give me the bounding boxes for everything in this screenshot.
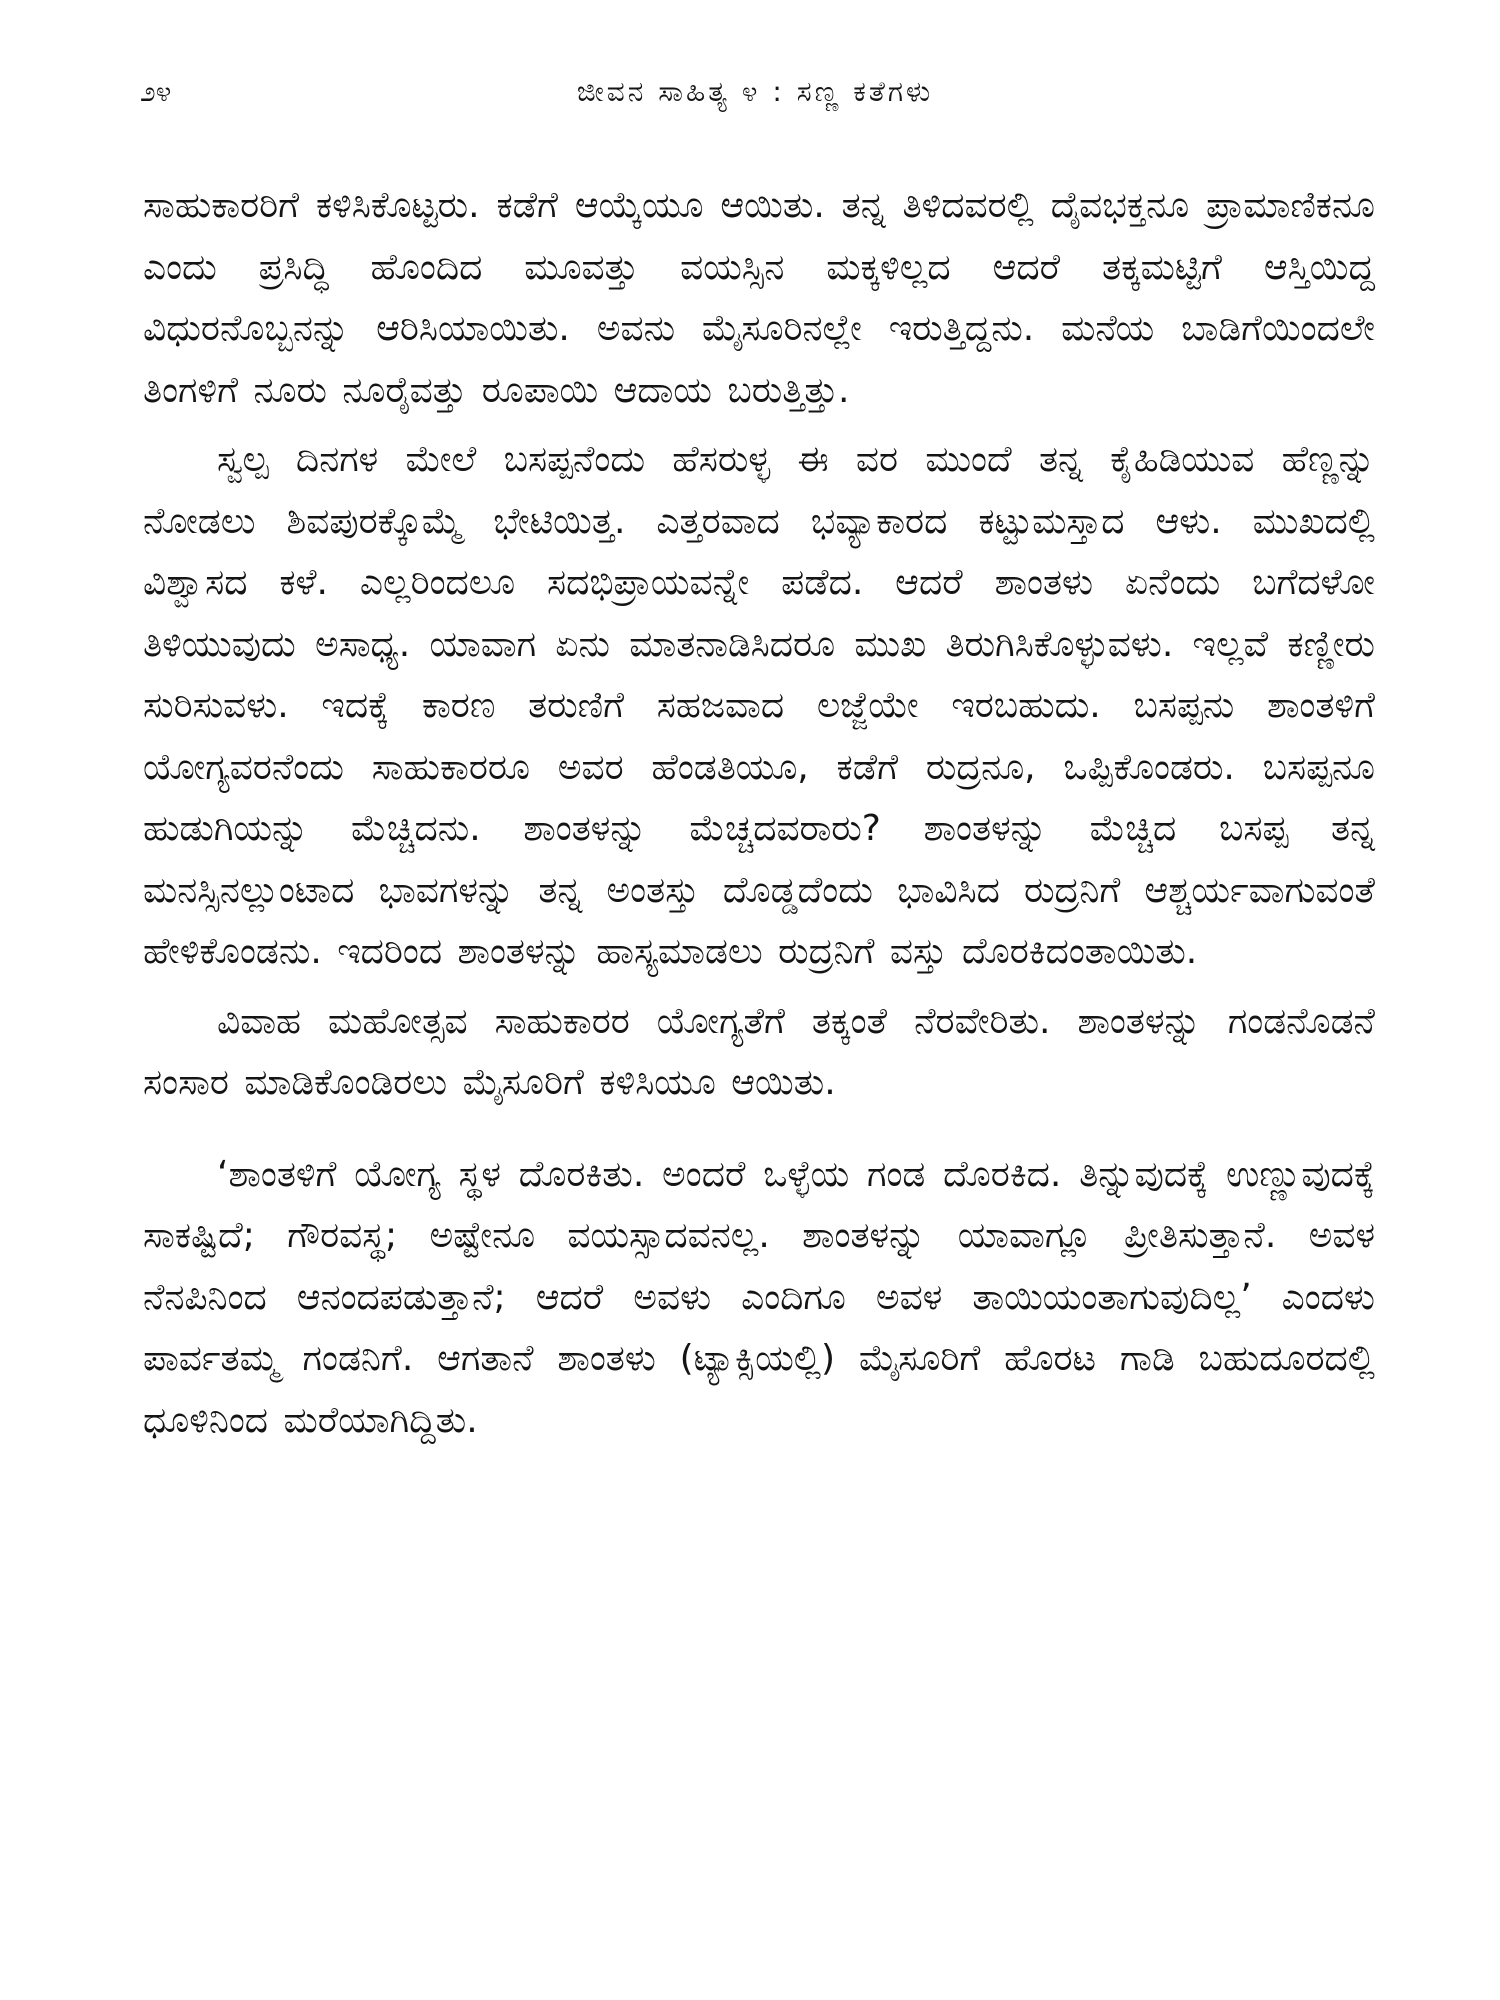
running-header [140, 72, 1370, 112]
page-number: ೨೪ [140, 75, 172, 108]
paragraph-3: ವಿವಾಹ ಮಹೋತ್ಸವ ಸಾಹುಕಾರರ ಯೋಗ್ಯತೆಗೆ ತಕ್ಕಂತೆ ನೆರವೇರಿತು. ಶಾಂತಳನ್ನು ಗಂಡನೊಡನೆ ಸಂಸಾರ ಮಾಡಿಕೊಂಡಿರಲು ಮೈಸೂರಿಗೆ ಕಳಿಸಿಯೂ ಆಯಿತು. [143, 1000, 1375, 1103]
paragraph-1: ಸಾಹುಕಾರರಿಗೆ ಕಳಿಸಿಕೊಟ್ಟರು. ಕಡೆಗೆ ಆಯ್ಕೆಯೂ ಆಯಿತು. ತನ್ನ ತಿಳಿದವರಲ್ಲಿ ದೈವಭಕ್ತನೂ ಪ್ರಾಮಾಣಿಕನೂ ಎಂದು ಪ್ರಸಿದ್ಧಿ ಹೊಂದಿದ ಮೂವತ್ತು ವಯಸ್ಸಿನ ಮಕ್ಕಳಿಲ್ಲದ ಆದರೆ ತಕ್ಕಮಟ್ಟಿಗೆ ಆಸ್ತಿಯಿದ್ದ ವಿಧುರನೊಬ್ಬನನ್ನು ಆರಿಸಿಯಾಯಿತು. ಅವನು ಮೈಸೂರಿನಲ್ಲೇ ಇರುತ್ತಿದ್ದನು. ಮನೆಯ ಬಾಡಿಗೆಯಿಂದಲೇ ತಿಂಗಳಿಗೆ ನೂರು ನೂರೈವತ್ತು ರೂಪಾಯಿ ಆದಾಯ ಬರುತ್ತಿತ್ತು. [143, 185, 1375, 411]
book-title: ಜೀವನ ಸಾಹಿತ್ಯ ೪ : ಸಣ್ಣ ಕತೆಗಳು [576, 75, 934, 108]
paragraph-2: ಸ್ವಲ್ಪ ದಿನಗಳ ಮೇಲೆ ಬಸಪ್ಪನೆಂದು ಹೆಸರುಳ್ಳ ಈ ವರ ಮುಂದೆ ತನ್ನ ಕೈಹಿಡಿಯುವ ಹೆಣ್ಣನ್ನು ನೋಡಲು ಶಿವಪುರಕ್ಕೊಮ್ಮೆ ಭೇಟಿಯಿತ್ತ. ಎತ್ತರವಾದ ಭವ್ಯಾಕಾರದ ಕಟ್ಟುಮಸ್ತಾದ ಆಳು. ಮುಖದಲ್ಲಿ ವಿಶ್ವಾಸದ ಕಳೆ. ಎಲ್ಲರಿಂದಲೂ ಸದಭಿಪ್ರಾಯವನ್ನೇ ಪಡೆದ. ಆದರೆ ಶಾಂತಳು ಏನೆಂದು ಬಗೆದಳೋ ತಿಳಿಯುವುದು ಅಸಾಧ್ಯ. ಯಾವಾಗ ಏನು ಮಾತನಾಡಿಸಿದರೂ ಮುಖ ತಿರುಗಿಸಿಕೊಳ್ಳುವಳು. ಇಲ್ಲವೆ ಕಣ್ಣೀರು ಸುರಿಸುವಳು. ಇದಕ್ಕೆ ಕಾರಣ ತರುಣಿಗೆ ಸಹಜವಾದ ಲಜ್ಜೆಯೇ ಇರಬಹುದು. ಬಸಪ್ಪನು ಶಾಂತಳಿಗೆ ಯೋಗ್ಯವರನೆಂದು ಸಾಹುಕಾರರೂ ಅವರ ಹೆಂಡತಿಯೂ, ಕಡೆಗೆ ರುದ್ರನೂ, ಒಪ್ಪಿಕೊಂಡರು. ಬಸಪ್ಪನೂ ಹುಡುಗಿಯನ್ನು ಮೆಚ್ಚಿದನು. ಶಾಂತಳನ್ನು ಮೆಚ್ಚದವರಾರು? ಶಾಂತಳನ್ನು ಮೆಚ್ಚಿದ ಬಸಪ್ಪ ತನ್ನ ಮನಸ್ಸಿನಲ್ಲುಂಟಾದ ಭಾವಗಳನ್ನು ತನ್ನ ಅಂತಸ್ತು ದೊಡ್ಡದೆಂದು ಭಾವಿಸಿದ ರುದ್ರನಿಗೆ ಆಶ್ಚರ್ಯವಾಗುವಂತೆ ಹೇಳಿಕೊಂಡನು. ಇದರಿಂದ ಶಾಂತಳನ್ನು ಹಾಸ್ಯಮಾಡಲು ರುದ್ರನಿಗೆ ವಸ್ತು ದೊರಕಿದಂತಾಯಿತು. [143, 439, 1375, 972]
paragraph-4: ‘ಶಾಂತಳಿಗೆ ಯೋಗ್ಯ ಸ್ಥಳ ದೊರಕಿತು. ಅಂದರೆ ಒಳ್ಳೆಯ ಗಂಡ ದೊರಕಿದ. ತಿನ್ನುವುದಕ್ಕೆ ಉಣ್ಣುವುದಕ್ಕೆ ಸಾಕಷ್ಟಿದೆ; ಗೌರವಸ್ಥ; ಅಷ್ಟೇನೂ ವಯಸ್ಸಾದವನಲ್ಲ. ಶಾಂತಳನ್ನು ಯಾವಾಗ್ಲೂ ಪ್ರೀತಿಸುತ್ತಾನೆ. ಅವಳ ನೆನಪಿನಿಂದ ಆನಂದಪಡುತ್ತಾನೆ; ಆದರೆ ಅವಳು ಎಂದಿಗೂ ಅವಳ ತಾಯಿಯಂತಾಗುವುದಿಲ್ಲ’ ಎಂದಳು ಪಾರ್ವತಮ್ಮ ಗಂಡನಿಗೆ. ಆಗತಾನೆ ಶಾಂತಳು (ಟ್ಯಾಕ್ಸಿಯಲ್ಲಿ) ಮೈಸೂರಿಗೆ ಹೊರಟ ಗಾಡಿ ಬಹುದೂರದಲ್ಲಿ ಧೂಳಿನಿಂದ ಮರೆಯಾಗಿದ್ದಿತು. [143, 1153, 1375, 1441]
story-text [143, 175, 1375, 1451]
